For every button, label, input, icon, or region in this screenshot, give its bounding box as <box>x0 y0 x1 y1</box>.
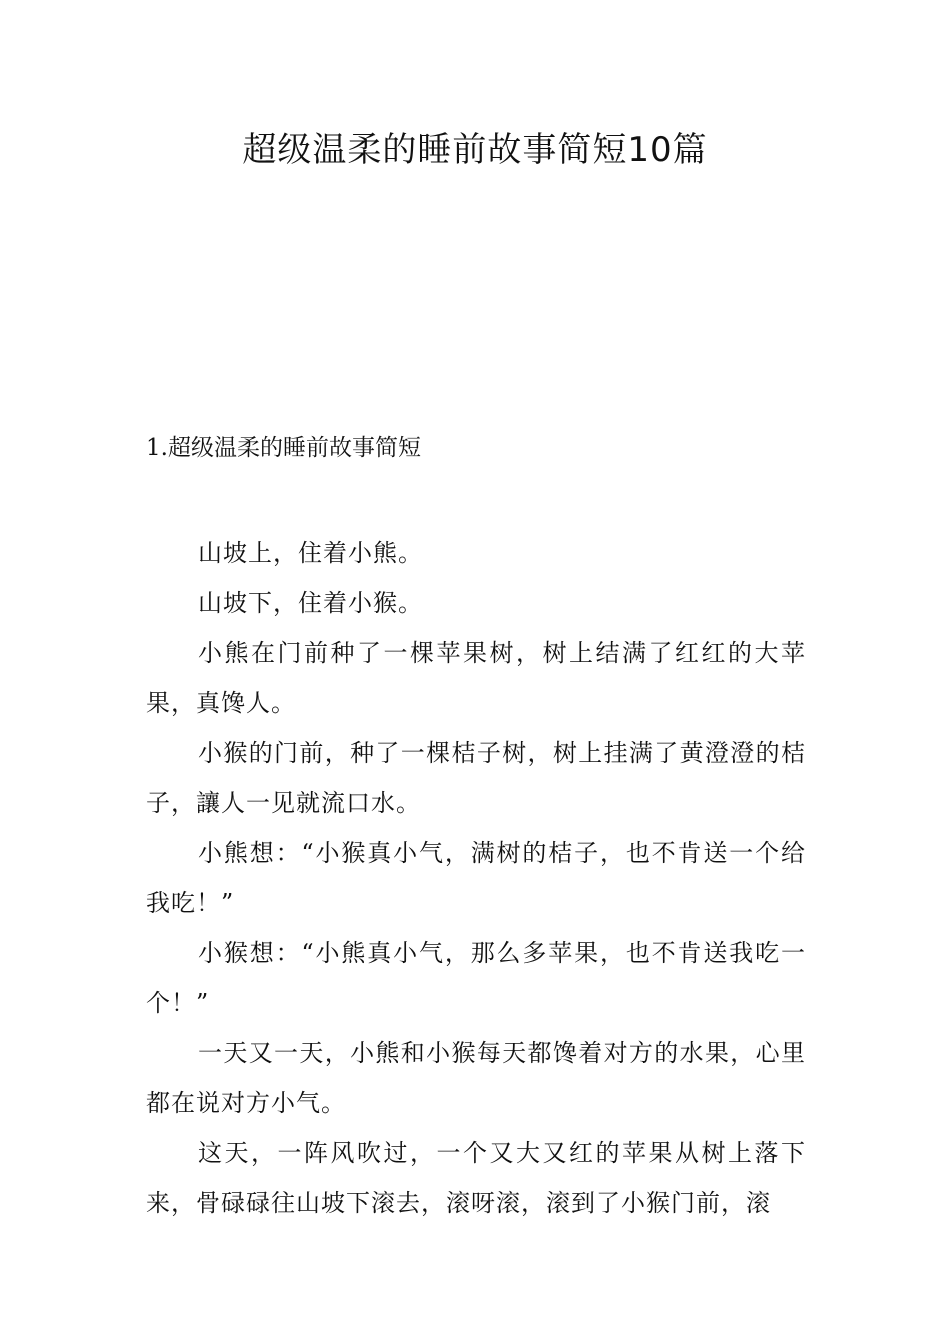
document-title: 超级温柔的睡前故事简短10篇 <box>242 130 708 170</box>
paragraph: 小猴想：“小熊真小气，那么多苹果，也不肯送我吃一个！” <box>146 939 806 1017</box>
paragraph: 山坡下，住着小猴。 <box>198 589 423 617</box>
paragraph: 小熊在门前种了一棵苹果树，树上结满了红红的大苹果，真馋人。 <box>146 639 806 717</box>
section-heading: 1.超级温柔的睡前故事简短 <box>146 435 421 461</box>
paragraph: 小猴的门前，种了一棵桔子树，树上挂满了黄澄澄的桔子，讓人一见就流口水。 <box>146 739 806 817</box>
paragraph: 一天又一天，小熊和小猴每天都馋着对方的水果，心里都在说对方小气。 <box>146 1039 806 1117</box>
paragraph: 小熊想：“小猴真小气，满树的桔子，也不肯送一个给我吃！” <box>146 839 806 917</box>
story-body <box>146 528 806 1228</box>
paragraph: 山坡上，住着小熊。 <box>198 539 423 567</box>
paragraph: 这天，一阵风吹过，一个又大又红的苹果从树上落下来，骨碌碌往山坡下滚去，滚呀滚，滚到了小猴门前，滚 <box>146 1139 806 1217</box>
